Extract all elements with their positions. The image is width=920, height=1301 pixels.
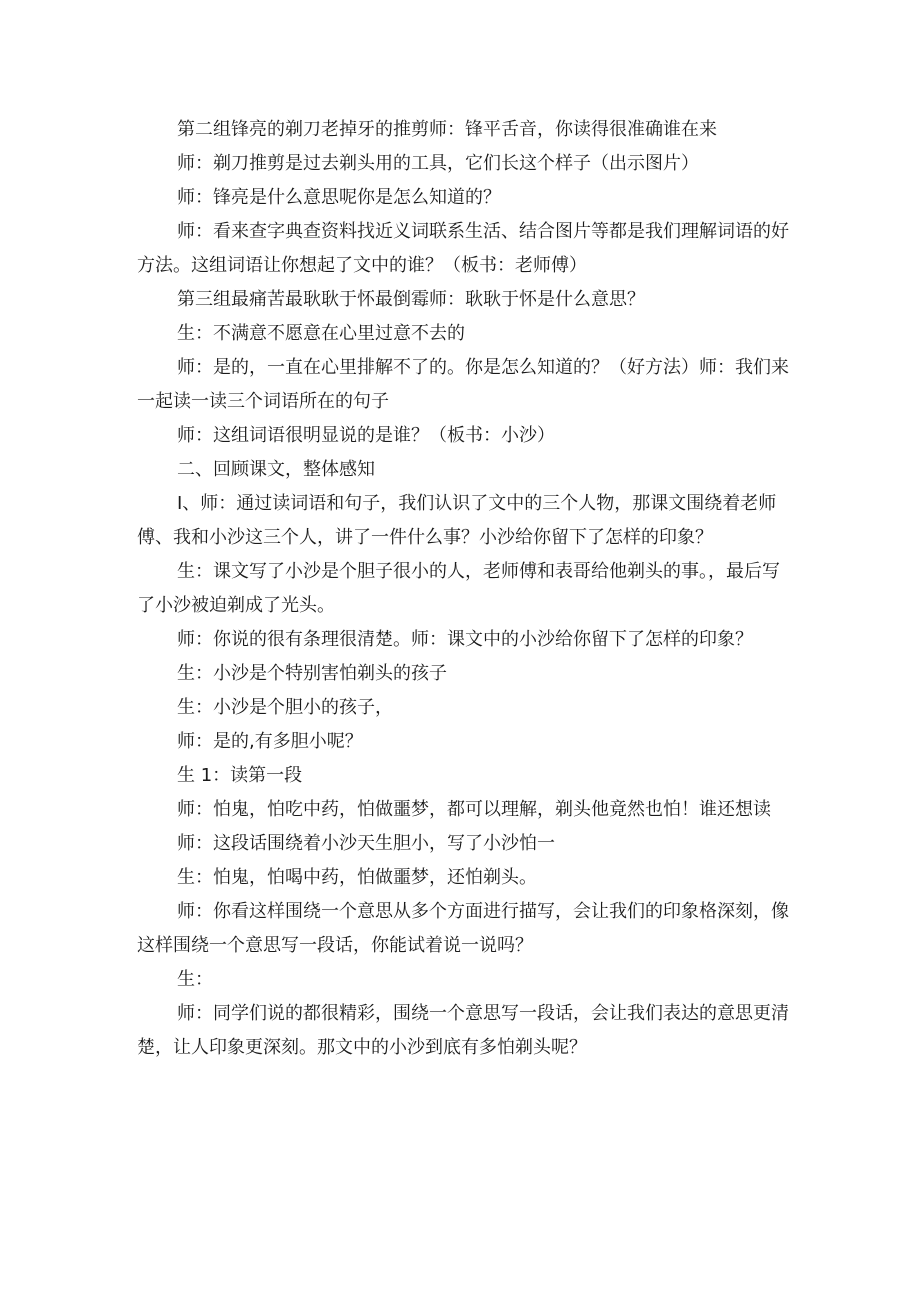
paragraph: 生：小沙是个胆小的孩子， [177,697,393,718]
paragraph: 师：是的,有多胆小呢？ [177,731,363,752]
paragraph: 第三组最痛苦最耿耿于怀最倒霉师：耿耿于怀是什么意思？ [177,289,645,310]
paragraph: 师：这段话围绕着小沙天生胆小，写了小沙怕一 [177,833,555,854]
document-body [137,113,793,1065]
paragraph: 生：不满意不愿意在心里过意不去的 [177,323,465,344]
paragraph: 生：怕鬼，怕喝中药，怕做噩梦，还怕剃头。 [177,867,537,888]
paragraph: 生：课文写了小沙是个胆子很小的人，老师傅和表哥给他剃头的事。，最后写了小沙被迫剃成了光头。 [137,561,780,616]
paragraph: 师：怕鬼，怕吃中药，怕做噩梦，都可以理解，剃头他竟然也怕！谁还想读 [177,799,771,820]
paragraph: 师：是的，一直在心里排解不了的。你是怎么知道的？（好方法）师：我们来一起读一读三个词语所在的句子 [137,357,789,412]
paragraph: 师：锋亮是什么意思呢你是怎么知道的？ [177,187,501,208]
paragraph: 师：同学们说的都很精彩，围绕一个意思写一段话，会让我们表达的意思更清楚，让人印象更深刻。那文中的小沙到底有多怕剃头呢？ [137,1003,789,1058]
paragraph: 生： [177,969,213,990]
paragraph: 生：小沙是个特别害怕剃头的孩子 [177,663,447,684]
paragraph: 师：看来查字典查资料找近义词联系生活、结合图片等都是我们理解词语的好方法。这组词语让你想起了文中的谁？（板书：老师傅） [137,221,789,276]
paragraph: 师：你看这样围绕一个意思从多个方面进行描写，会让我们的印象格深刻，像这样围绕一个意思写一段话，你能试着说一说吗？ [137,901,789,956]
paragraph: 第二组锋亮的剃刀老掉牙的推剪师：锋平舌音，你读得很准确谁在来 [177,119,717,140]
paragraph: I、师：通过读词语和句子，我们认识了文中的三个人物，那课文围绕着老师傅、我和小沙这三个人，讲了一件什么事？小沙给你留下了怎样的印象？ [137,493,777,548]
paragraph: 师：这组词语很明显说的是谁？（板书：小沙） [177,425,555,446]
section-heading: 二、回顾课文，整体感知 [177,459,375,480]
paragraph: 师：剃刀推剪是过去剃头用的工具，它们长这个样子（出示图片） [177,153,699,174]
paragraph: 师：你说的很有条理很清楚。师：课文中的小沙给你留下了怎样的印象？ [177,629,753,650]
paragraph: 生 1：读第一段 [177,765,303,786]
